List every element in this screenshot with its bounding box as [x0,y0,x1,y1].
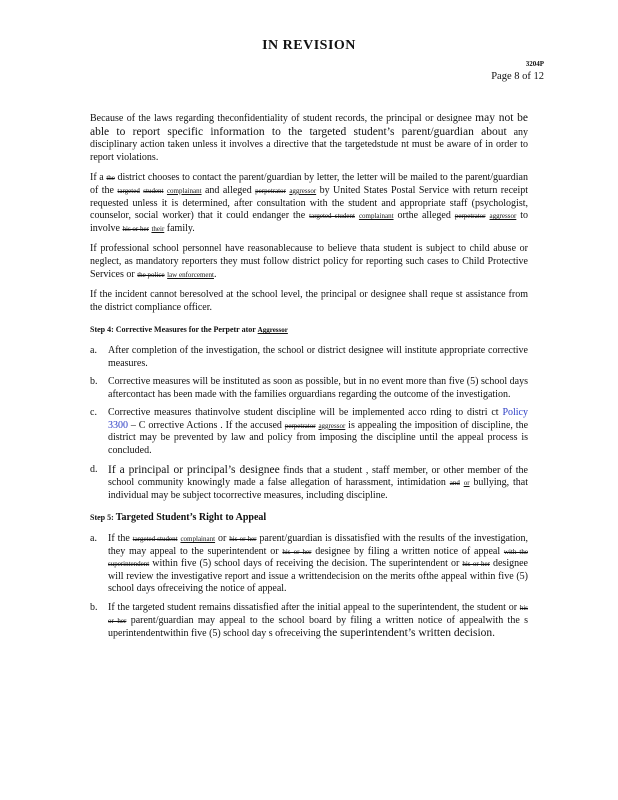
paragraph-compliance-officer: If the incident cannot beresolved at the school level, the principal or designee shall reque st assistance from the district compliance officer. [90,289,528,313]
list-item: b. If the targeted student remains dissatisfied after the initial appeal to the superintendent, the student or his or her parent/guardian may appeal to the school board by filing a written notice of appealwith the s uperintendentwithin five (5) school day s ofreceiving the superintendent’s written decision. [90,602,528,640]
list-item: a. After completion of the investigation, the school or district designee will institute appropriate corrective measures. [90,344,528,369]
policy-code: 3204P [525,60,544,68]
paragraph-child-abuse: If professional school personnel have reasonablecause to believe thata student is subject to child abuse or neglect, as mandatory reporters they must follow district policy for reporting such cases to Child Protective Services or the police law enforcement. [90,243,528,280]
document-body [90,112,528,647]
paragraph-letter-notice: If a the district chooses to contact the parent/guardian by letter, the letter will be mailed to the parent/guardian of the targeted student complainant and alleged perpetrator aggressor by United States Postal Service with return receipt requested unless it is determined, after consultation with the student and appropriate staff (psychologist, counselor, social worker) that it could endanger the targeted student complainant orthe alleged perpetrator aggressor to involve his or her their family. [90,172,529,234]
page-title: IN REVISION [262,38,356,53]
page-number: Page 8 of 12 [491,71,544,82]
list-item: d. If a principal or principal’s designee finds that a student , staff member, or other member of the school community knowingly made a false allegation of harassment, intimidation and or bullying, that individual may be subject tocorrective measures, including discipline. [90,463,529,501]
step-4-heading: Step 4: Corrective Measures for the Perpetr ator Aggressor [90,325,288,335]
step-5-list [90,533,528,641]
list-item: b. Corrective measures will be instituted as soon as possible, but in no event more than five (5) school days aftercontact has been made with the families orguardians regarding the outcome of the investigation. [90,376,528,400]
list-item: a. If the targeted student complainant or his or her parent/guardian is dissatisfied with the results of the investigation, they may appeal to the superintendent or his or her designee by filing a written notice of appeal with the superintendent within five (5) school days of receiving the decision. The superintendent or his or her designee will review the investigative report and issue a writtendecision on the merits ofthe appeal within five (5) school days ofreceiving the notice of appeal. [90,533,528,595]
policy-3300-link[interactable]: Policy 3300 [108,407,528,431]
list-item: c. Corrective measures thatinvolve student discipline will be implemented acco rding to distri ct Policy 3300 – C orrective Actions . If the accused perpetrator aggressor is appealing the imposition of discipline, the district may be prevented by law and policy from imposing the discipline until the appeal process is concluded. [90,407,529,457]
step-4-list [90,345,528,503]
paragraph-confidentiality: Because of the laws regarding theconfidentiality of student records, the principal or designee may not be able to report specific information to the targeted student’s parent/guardian about any disciplinary action taken unless it involves a directive that the targetedstude nt must be aware of in order to report violations. [90,112,529,163]
step-5-heading: Step 5: Targeted Student’s Right to Appeal [90,512,267,524]
